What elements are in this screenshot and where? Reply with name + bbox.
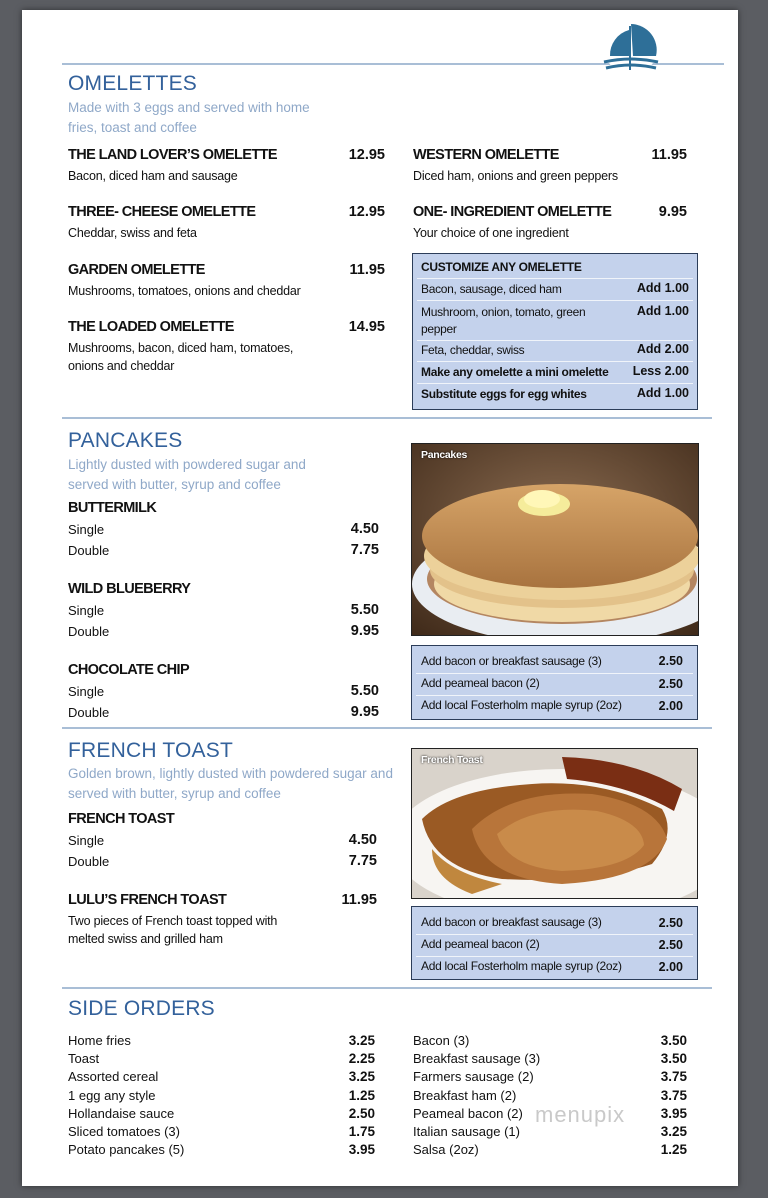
- section-rule: [62, 417, 712, 419]
- addon-label: Add peameal bacon (2): [421, 676, 540, 690]
- item-desc: Mushrooms, tomatoes, onions and cheddar: [68, 284, 301, 298]
- item-name: GARDEN OMELETTE: [68, 262, 205, 278]
- divider: [417, 383, 693, 384]
- divider: [417, 278, 693, 279]
- single-price: 5.50: [350, 683, 379, 699]
- side-price: 2.50: [348, 1106, 375, 1121]
- french-toast-title: FRENCH TOAST: [68, 739, 233, 762]
- item-name: THREE- CHEESE OMELETTE: [68, 204, 256, 220]
- double-label: Double: [68, 854, 110, 869]
- customize-omelette-box: [412, 253, 698, 410]
- customize-row-price: Add 1.00: [636, 386, 689, 400]
- french-toast-addons-box: [411, 906, 698, 980]
- side-price: 3.95: [348, 1142, 375, 1157]
- side-item: Assorted cereal: [68, 1069, 159, 1084]
- addon-price: 2.50: [658, 916, 683, 930]
- customize-row-label: Feta, cheddar, swiss: [421, 343, 525, 357]
- item-price: 12.95: [348, 147, 385, 163]
- item-desc: Mushrooms, bacon, diced ham, tomatoes, onions and cheddar: [68, 341, 294, 373]
- photo-label: French Toast: [421, 754, 483, 766]
- pancakes-photo: [411, 443, 699, 636]
- side-item: Home fries: [68, 1033, 131, 1048]
- double-label: Double: [68, 543, 110, 558]
- divider: [416, 695, 693, 696]
- side-item: Peameal bacon (2): [413, 1106, 523, 1121]
- double-label: Double: [68, 624, 110, 639]
- addon-price: 2.50: [658, 938, 683, 952]
- pancakes-addons-box: [411, 645, 698, 720]
- section-rule: [62, 987, 712, 989]
- single-price: 5.50: [350, 602, 379, 618]
- side-item: Potato pancakes (5): [68, 1142, 185, 1157]
- watermark: menupix: [535, 1102, 626, 1127]
- customize-row-label: Mushroom, onion, tomato, green pepper: [421, 305, 586, 336]
- divider: [416, 956, 693, 957]
- side-price: 3.95: [660, 1106, 687, 1121]
- customize-row-price: Add 1.00: [636, 304, 689, 318]
- single-price: 4.50: [348, 832, 377, 848]
- addon-price: 2.50: [658, 654, 683, 668]
- item-name: THE LOADED OMELETTE: [68, 319, 234, 335]
- item-name: ONE- INGREDIENT OMELETTE: [413, 204, 612, 220]
- item-desc: Diced ham, onions and green peppers: [413, 169, 618, 183]
- item-price: 14.95: [348, 319, 385, 335]
- item-name: LULU’S FRENCH TOAST: [68, 892, 227, 908]
- side-item: 1 egg any style: [68, 1088, 156, 1103]
- double-label: Double: [68, 705, 110, 720]
- side-item: Salsa (2oz): [413, 1142, 479, 1157]
- addon-price: 2.00: [658, 699, 683, 713]
- side-price: 3.25: [348, 1069, 375, 1084]
- side-item: Sliced tomatoes (3): [68, 1124, 180, 1139]
- photo-label: Pancakes: [421, 449, 468, 461]
- item-name: CHOCOLATE CHIP: [68, 662, 190, 678]
- divider: [416, 673, 693, 674]
- item-desc: Two pieces of French toast topped with melted swiss and grilled ham: [68, 914, 278, 946]
- item-name: WILD BLUEBERRY: [68, 581, 191, 597]
- item-price: 12.95: [348, 204, 385, 220]
- divider: [417, 340, 693, 341]
- item-price: 11.95: [349, 262, 385, 278]
- item-desc: Cheddar, swiss and feta: [68, 226, 197, 240]
- side-item: Breakfast ham (2): [413, 1088, 517, 1103]
- side-price: 3.50: [660, 1051, 687, 1066]
- item-name: FRENCH TOAST: [68, 811, 175, 827]
- divider: [417, 300, 693, 301]
- item-desc: Bacon, diced ham and sausage: [68, 169, 238, 183]
- double-price: 9.95: [350, 623, 379, 639]
- customize-row-price: Add 1.00: [636, 281, 689, 295]
- french-toast-subtitle: Golden brown, lightly dusted with powdered sugar and served with butter, syrup and coffee: [68, 766, 393, 801]
- side-item: Italian sausage (1): [413, 1124, 520, 1139]
- side-price: 3.75: [660, 1069, 687, 1084]
- side-item: Breakfast sausage (3): [413, 1051, 541, 1066]
- customize-row-label: Bacon, sausage, diced ham: [421, 282, 562, 296]
- side-price: 3.50: [660, 1033, 687, 1048]
- addon-label: Add bacon or breakfast sausage (3): [421, 654, 602, 668]
- side-price: 1.25: [660, 1142, 687, 1157]
- french-toast-photo: [411, 748, 698, 899]
- sailboat-logo: [600, 22, 662, 82]
- pancakes-title: PANCAKES: [68, 429, 183, 452]
- side-item: Hollandaise sauce: [68, 1106, 175, 1121]
- customize-row-price: Add 2.00: [636, 342, 689, 356]
- side-price: 3.75: [660, 1088, 687, 1103]
- addon-label: Add local Fosterholm maple syrup (2oz): [421, 698, 622, 712]
- customize-title: CUSTOMIZE ANY OMELETTE: [421, 260, 582, 274]
- addon-price: 2.50: [658, 677, 683, 691]
- double-price: 9.95: [350, 704, 379, 720]
- side-price: 2.25: [348, 1051, 375, 1066]
- item-price: 9.95: [658, 204, 687, 220]
- addon-label: Add local Fosterholm maple syrup (2oz): [421, 959, 622, 973]
- item-price: 11.95: [651, 147, 687, 163]
- side-item: Farmers sausage (2): [413, 1069, 534, 1084]
- side-item: Toast: [68, 1051, 100, 1066]
- divider: [417, 361, 693, 362]
- addon-price: 2.00: [658, 960, 683, 974]
- omelettes-title: OMELETTES: [68, 72, 197, 95]
- item-name: THE LAND LOVER’S OMELETTE: [68, 147, 277, 163]
- customize-row-price: Less 2.00: [632, 364, 689, 378]
- section-rule: [62, 727, 712, 729]
- customize-row-label: Make any omelette a mini omelette: [421, 365, 609, 379]
- divider: [416, 934, 693, 935]
- side-price: 3.25: [348, 1033, 375, 1048]
- side-price: 3.25: [660, 1124, 687, 1139]
- single-label: Single: [68, 522, 105, 537]
- omelettes-subtitle: Made with 3 eggs and served with home fries, toast and coffee: [68, 100, 310, 135]
- double-price: 7.75: [350, 542, 379, 558]
- item-desc: Your choice of one ingredient: [413, 226, 569, 240]
- item-name: BUTTERMILK: [68, 500, 157, 516]
- item-name: WESTERN OMELETTE: [413, 147, 559, 163]
- addon-label: Add bacon or breakfast sausage (3): [421, 915, 602, 929]
- pancakes-subtitle: Lightly dusted with powdered sugar and served with butter, syrup and coffee: [68, 457, 306, 492]
- addon-label: Add peameal bacon (2): [421, 937, 540, 951]
- side-price: 1.25: [348, 1088, 375, 1103]
- single-label: Single: [68, 833, 105, 848]
- double-price: 7.75: [348, 853, 377, 869]
- single-label: Single: [68, 603, 105, 618]
- side-orders-title: SIDE ORDERS: [68, 997, 215, 1020]
- side-item: Bacon (3): [413, 1033, 470, 1048]
- side-price: 1.75: [348, 1124, 375, 1139]
- single-label: Single: [68, 684, 105, 699]
- customize-row-label: Substitute eggs for egg whites: [421, 387, 587, 401]
- single-price: 4.50: [350, 521, 379, 537]
- item-price: 11.95: [341, 892, 377, 908]
